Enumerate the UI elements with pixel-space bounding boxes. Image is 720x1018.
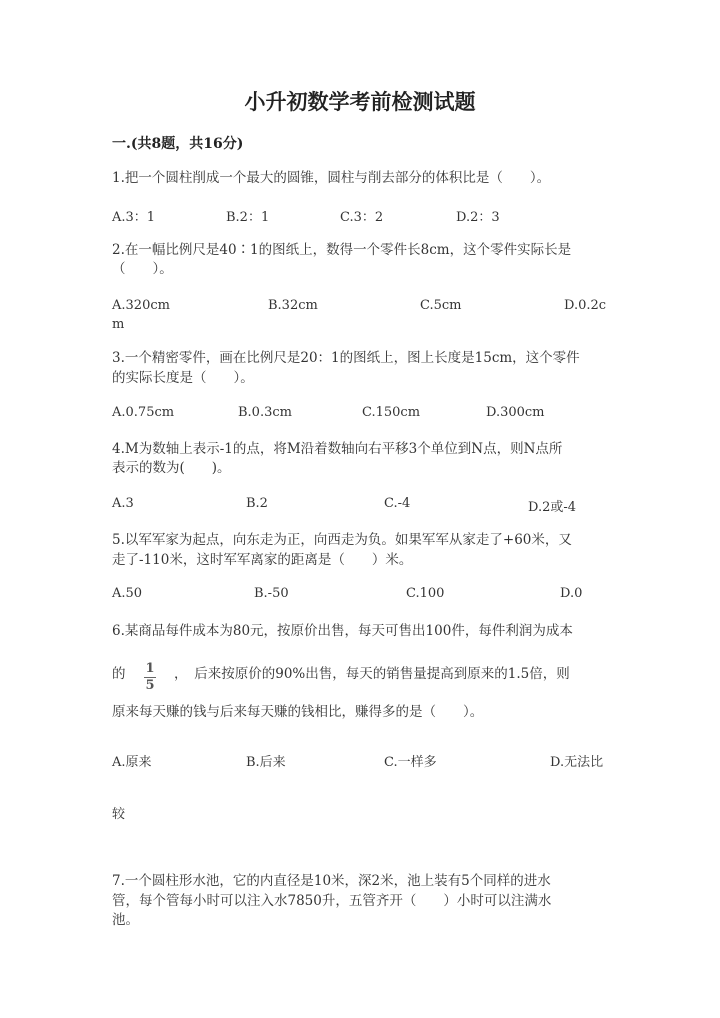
question-4-line-1: 4.M为数轴上表示-1的点，将M沿着数轴向右平移3个单位到N点，则N点所: [112, 441, 563, 457]
fraction-denominator: 5: [145, 678, 155, 693]
page-title: 小升初数学考前检测试题: [244, 89, 476, 114]
q3-option-c[interactable]: C.150cm: [362, 405, 421, 420]
fraction-numerator: 1: [145, 661, 155, 676]
q3-option-b[interactable]: B.0.3cm: [238, 405, 292, 420]
q3-option-a[interactable]: A.0.75cm: [112, 405, 175, 420]
q6-option-b[interactable]: B.后来: [246, 755, 286, 770]
question-7-line-1: 7.一个圆柱形水池，它的内直径是10米，深2米，池上装有5个同样的进水: [112, 873, 551, 889]
q5-option-b[interactable]: B.-50: [254, 586, 289, 601]
q5-option-c[interactable]: C.100: [406, 586, 445, 601]
q1-option-d[interactable]: D.2：3: [456, 210, 500, 225]
q6-option-d-wrap: 较: [112, 807, 126, 822]
question-6-line-2-start: 的: [112, 666, 126, 682]
q2-option-a[interactable]: A.320cm: [112, 298, 170, 313]
fraction-one-fifth: [144, 662, 156, 693]
question-7-line-2: 管，每个管每小时可以注入水7850升，五管齐开（ ）小时可以注满水: [112, 893, 552, 909]
question-6-line-1: 6.某商品每件成本为80元，按原价出售，每天可售出100件，每件利润为成本: [112, 623, 573, 639]
question-3-line-1: 3.一个精密零件，画在比例尺是20：1的图纸上，图上长度是15cm，这个零件: [112, 350, 580, 366]
question-3-line-2: 的实际长度是（ ）。: [112, 370, 254, 386]
question-5-line-2: 走了-110米，这时军军离家的距离是（ ）米。: [112, 552, 413, 568]
question-6-line-2-end: ， 后来按原价的90%出售，每天的销售量提高到原来的1.5倍，则: [174, 666, 570, 682]
q4-option-d[interactable]: D.2或-4: [528, 500, 577, 515]
q3-option-d[interactable]: D.300cm: [486, 405, 545, 420]
question-1-text: 1.把一个圆柱削成一个最大的圆锥，圆柱与削去部分的体积比是（ ）。: [112, 170, 551, 186]
question-7-line-3: 池。: [112, 912, 139, 928]
q2-option-c[interactable]: C.5cm: [420, 298, 462, 313]
q2-option-d-wrap: m: [112, 317, 125, 332]
q2-option-b[interactable]: B.32cm: [268, 298, 318, 313]
question-2-line-2: （ ）。: [112, 261, 173, 277]
question-5-line-1: 5.以军军家为起点，向东走为正，向西走为负。如果军军从家走了+60米，又: [112, 532, 572, 548]
question-2-line-1: 2.在一幅比例尺是40∶1的图纸上，数得一个零件长8cm，这个零件实际长是: [112, 242, 572, 258]
section-heading: 一.(共8题，共16分): [112, 136, 244, 152]
q1-option-b[interactable]: B.2：1: [226, 210, 270, 225]
question-6-line-3: 原来每天赚的钱与后来每天赚的钱相比，赚得多的是（ ）。: [112, 704, 484, 720]
question-4-line-2: 表示的数为( )。: [112, 460, 231, 476]
q6-option-c[interactable]: C.一样多: [384, 755, 437, 770]
q6-option-d[interactable]: D.无法比: [550, 755, 604, 770]
q1-option-c[interactable]: C.3：2: [340, 210, 384, 225]
q4-option-c[interactable]: C.-4: [384, 496, 411, 511]
q1-option-a[interactable]: A.3：1: [112, 210, 156, 225]
q4-option-a[interactable]: A.3: [112, 496, 134, 511]
q6-option-a[interactable]: A.原来: [112, 755, 152, 770]
q5-option-a[interactable]: A.50: [112, 586, 143, 601]
q4-option-b[interactable]: B.2: [246, 496, 268, 511]
q5-option-d[interactable]: D.0: [560, 586, 583, 601]
q2-option-d[interactable]: D.0.2c: [564, 298, 607, 313]
